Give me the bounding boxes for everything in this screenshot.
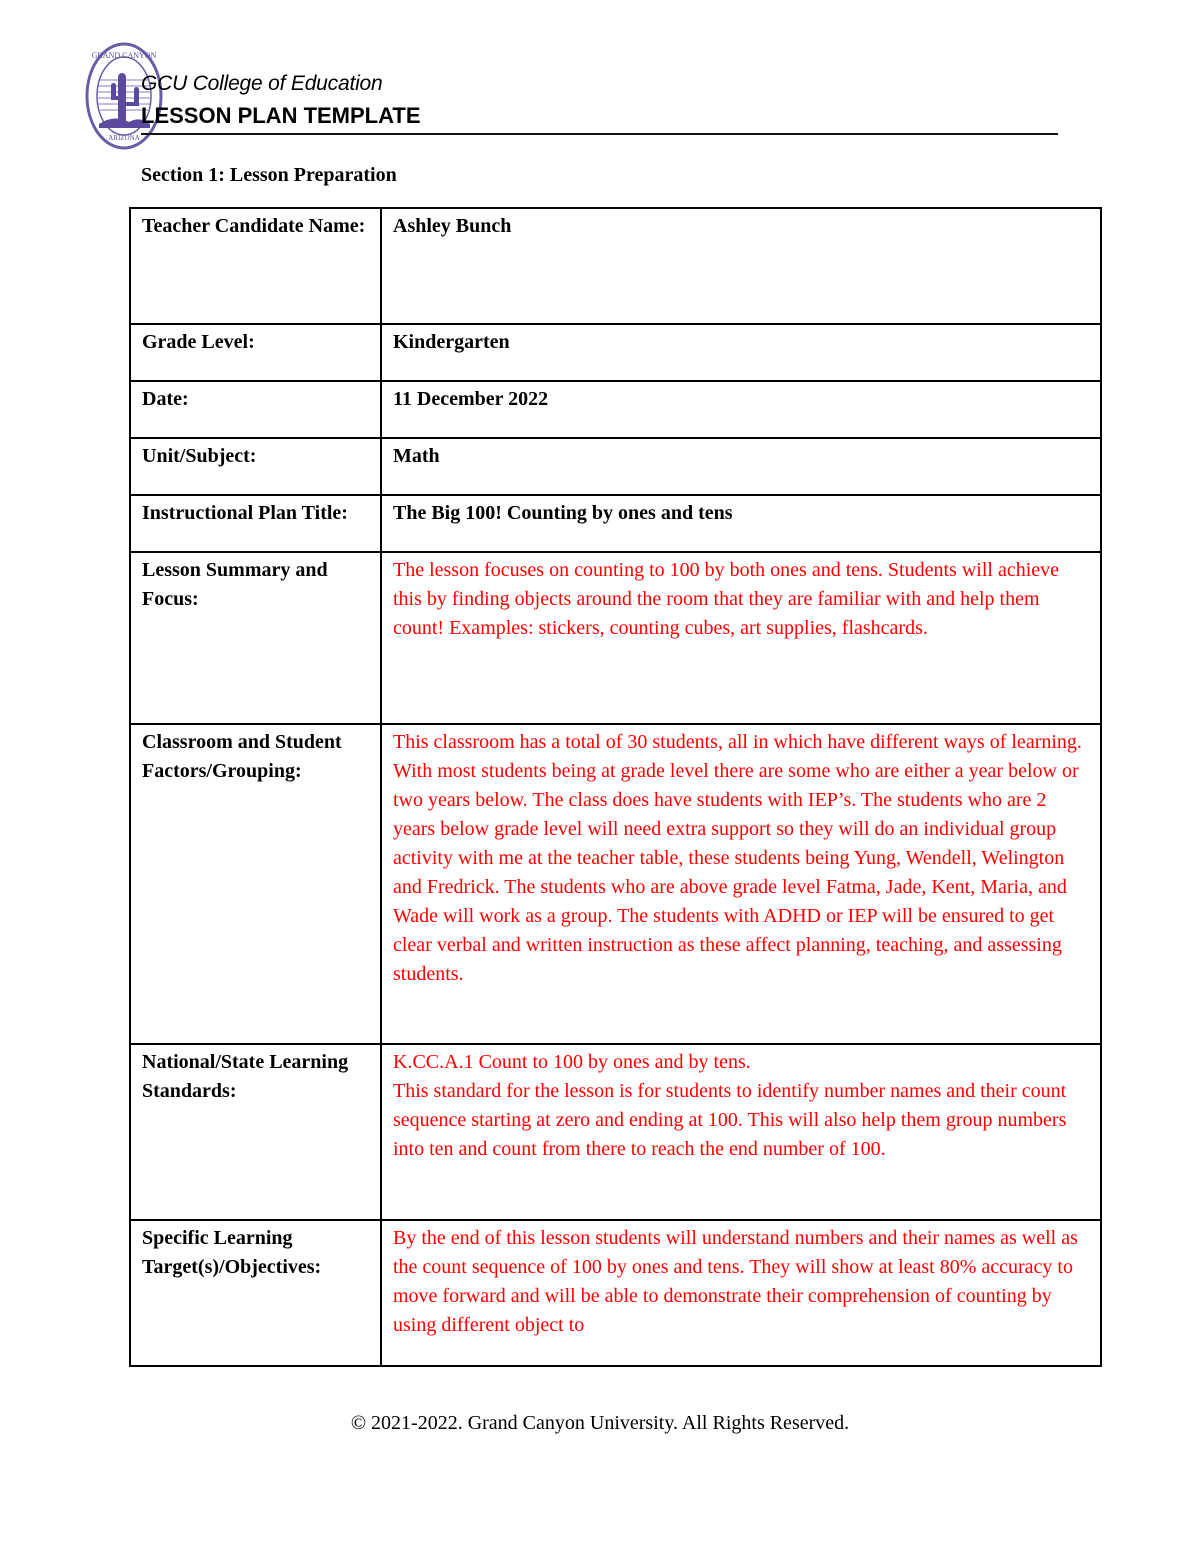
- row-label-classroom-factors: Classroom and Student Factors/Grouping:: [130, 724, 381, 1044]
- table-row: [130, 724, 1101, 1044]
- row-label-learning-standards: National/State Learning Standards:: [130, 1044, 381, 1220]
- table-row: [130, 552, 1101, 724]
- copyright-footer: © 2021-2022. Grand Canyon University. All Rights Reserved.: [350, 1412, 850, 1434]
- row-label-lesson-summary: Lesson Summary and Focus:: [130, 552, 381, 724]
- lesson-preparation-table: [129, 207, 1102, 1367]
- row-label-unit-subject: Unit/Subject:: [130, 438, 381, 495]
- table-row: [130, 1220, 1101, 1366]
- table-row: [130, 324, 1101, 381]
- row-label-teacher-name: Teacher Candidate Name:: [130, 208, 381, 324]
- table-row: [130, 438, 1101, 495]
- header-divider: [141, 133, 1058, 135]
- table-row: [130, 495, 1101, 552]
- row-label-grade-level: Grade Level:: [130, 324, 381, 381]
- svg-text:ARIZONA: ARIZONA: [108, 134, 140, 142]
- row-value-teacher-name[interactable]: Ashley Bunch: [381, 208, 1101, 324]
- standard-code-line: K.CC.A.1 Count to 100 by ones and by tens.: [393, 1051, 751, 1073]
- svg-text:GRAND CANYON: GRAND CANYON: [91, 51, 157, 60]
- template-title: LESSON PLAN TEMPLATE: [141, 103, 421, 128]
- gcu-seal-logo-icon: [84, 40, 164, 152]
- row-label-learning-objectives: Specific Learning Target(s)/Objectives:: [130, 1220, 381, 1366]
- row-value-plan-title[interactable]: The Big 100! Counting by ones and tens: [381, 495, 1101, 552]
- row-value-grade-level[interactable]: Kindergarten: [381, 324, 1101, 381]
- section-title: Section 1: Lesson Preparation: [141, 164, 397, 186]
- table-row: [130, 208, 1101, 324]
- standard-description: This standard for the lesson is for students to identify number names and their count sequence starting at zero and ending at 100. This will also help them group numbers into ten and count from there to reach the end number of 100.: [393, 1080, 1067, 1160]
- row-value-learning-objectives[interactable]: By the end of this lesson students will understand numbers and their names as well as the count sequence of 100 by ones and tens. They will show at least 80% accuracy to move forward and will be able to demonstrate their comprehension of counting by using different object to: [381, 1220, 1101, 1366]
- row-label-plan-title: Instructional Plan Title:: [130, 495, 381, 552]
- table-row: [130, 1044, 1101, 1220]
- row-value-date[interactable]: 11 December 2022: [381, 381, 1101, 438]
- row-value-classroom-factors[interactable]: This classroom has a total of 30 students, all in which have different ways of learning. With most students being at grade level there are some who are either a year below or two years below. The class does have students with IEP’s. The students who are 2 years below grade level will need extra support so they will do an individual group activity with me at the teacher table, these students being Yung, Wendell, Welington and Fredrick. The students who are above grade level Fatma, Jade, Kent, Maria, and Wade will work as a group. The students with ADHD or IEP will be ensured to get clear verbal and written instruction as these affect planning, teaching, and assessing students.: [381, 724, 1101, 1044]
- row-value-learning-standards[interactable]: [381, 1044, 1101, 1220]
- row-label-date: Date:: [130, 381, 381, 438]
- row-value-unit-subject[interactable]: Math: [381, 438, 1101, 495]
- college-name: GCU College of Education: [141, 72, 383, 95]
- table-row: [130, 381, 1101, 438]
- row-value-lesson-summary[interactable]: The lesson focuses on counting to 100 by both ones and tens. Students will achieve this by finding objects around the room that they are familiar with and help them count! Examples: stickers, counting cubes, art supplies, flashcards.: [381, 552, 1101, 724]
